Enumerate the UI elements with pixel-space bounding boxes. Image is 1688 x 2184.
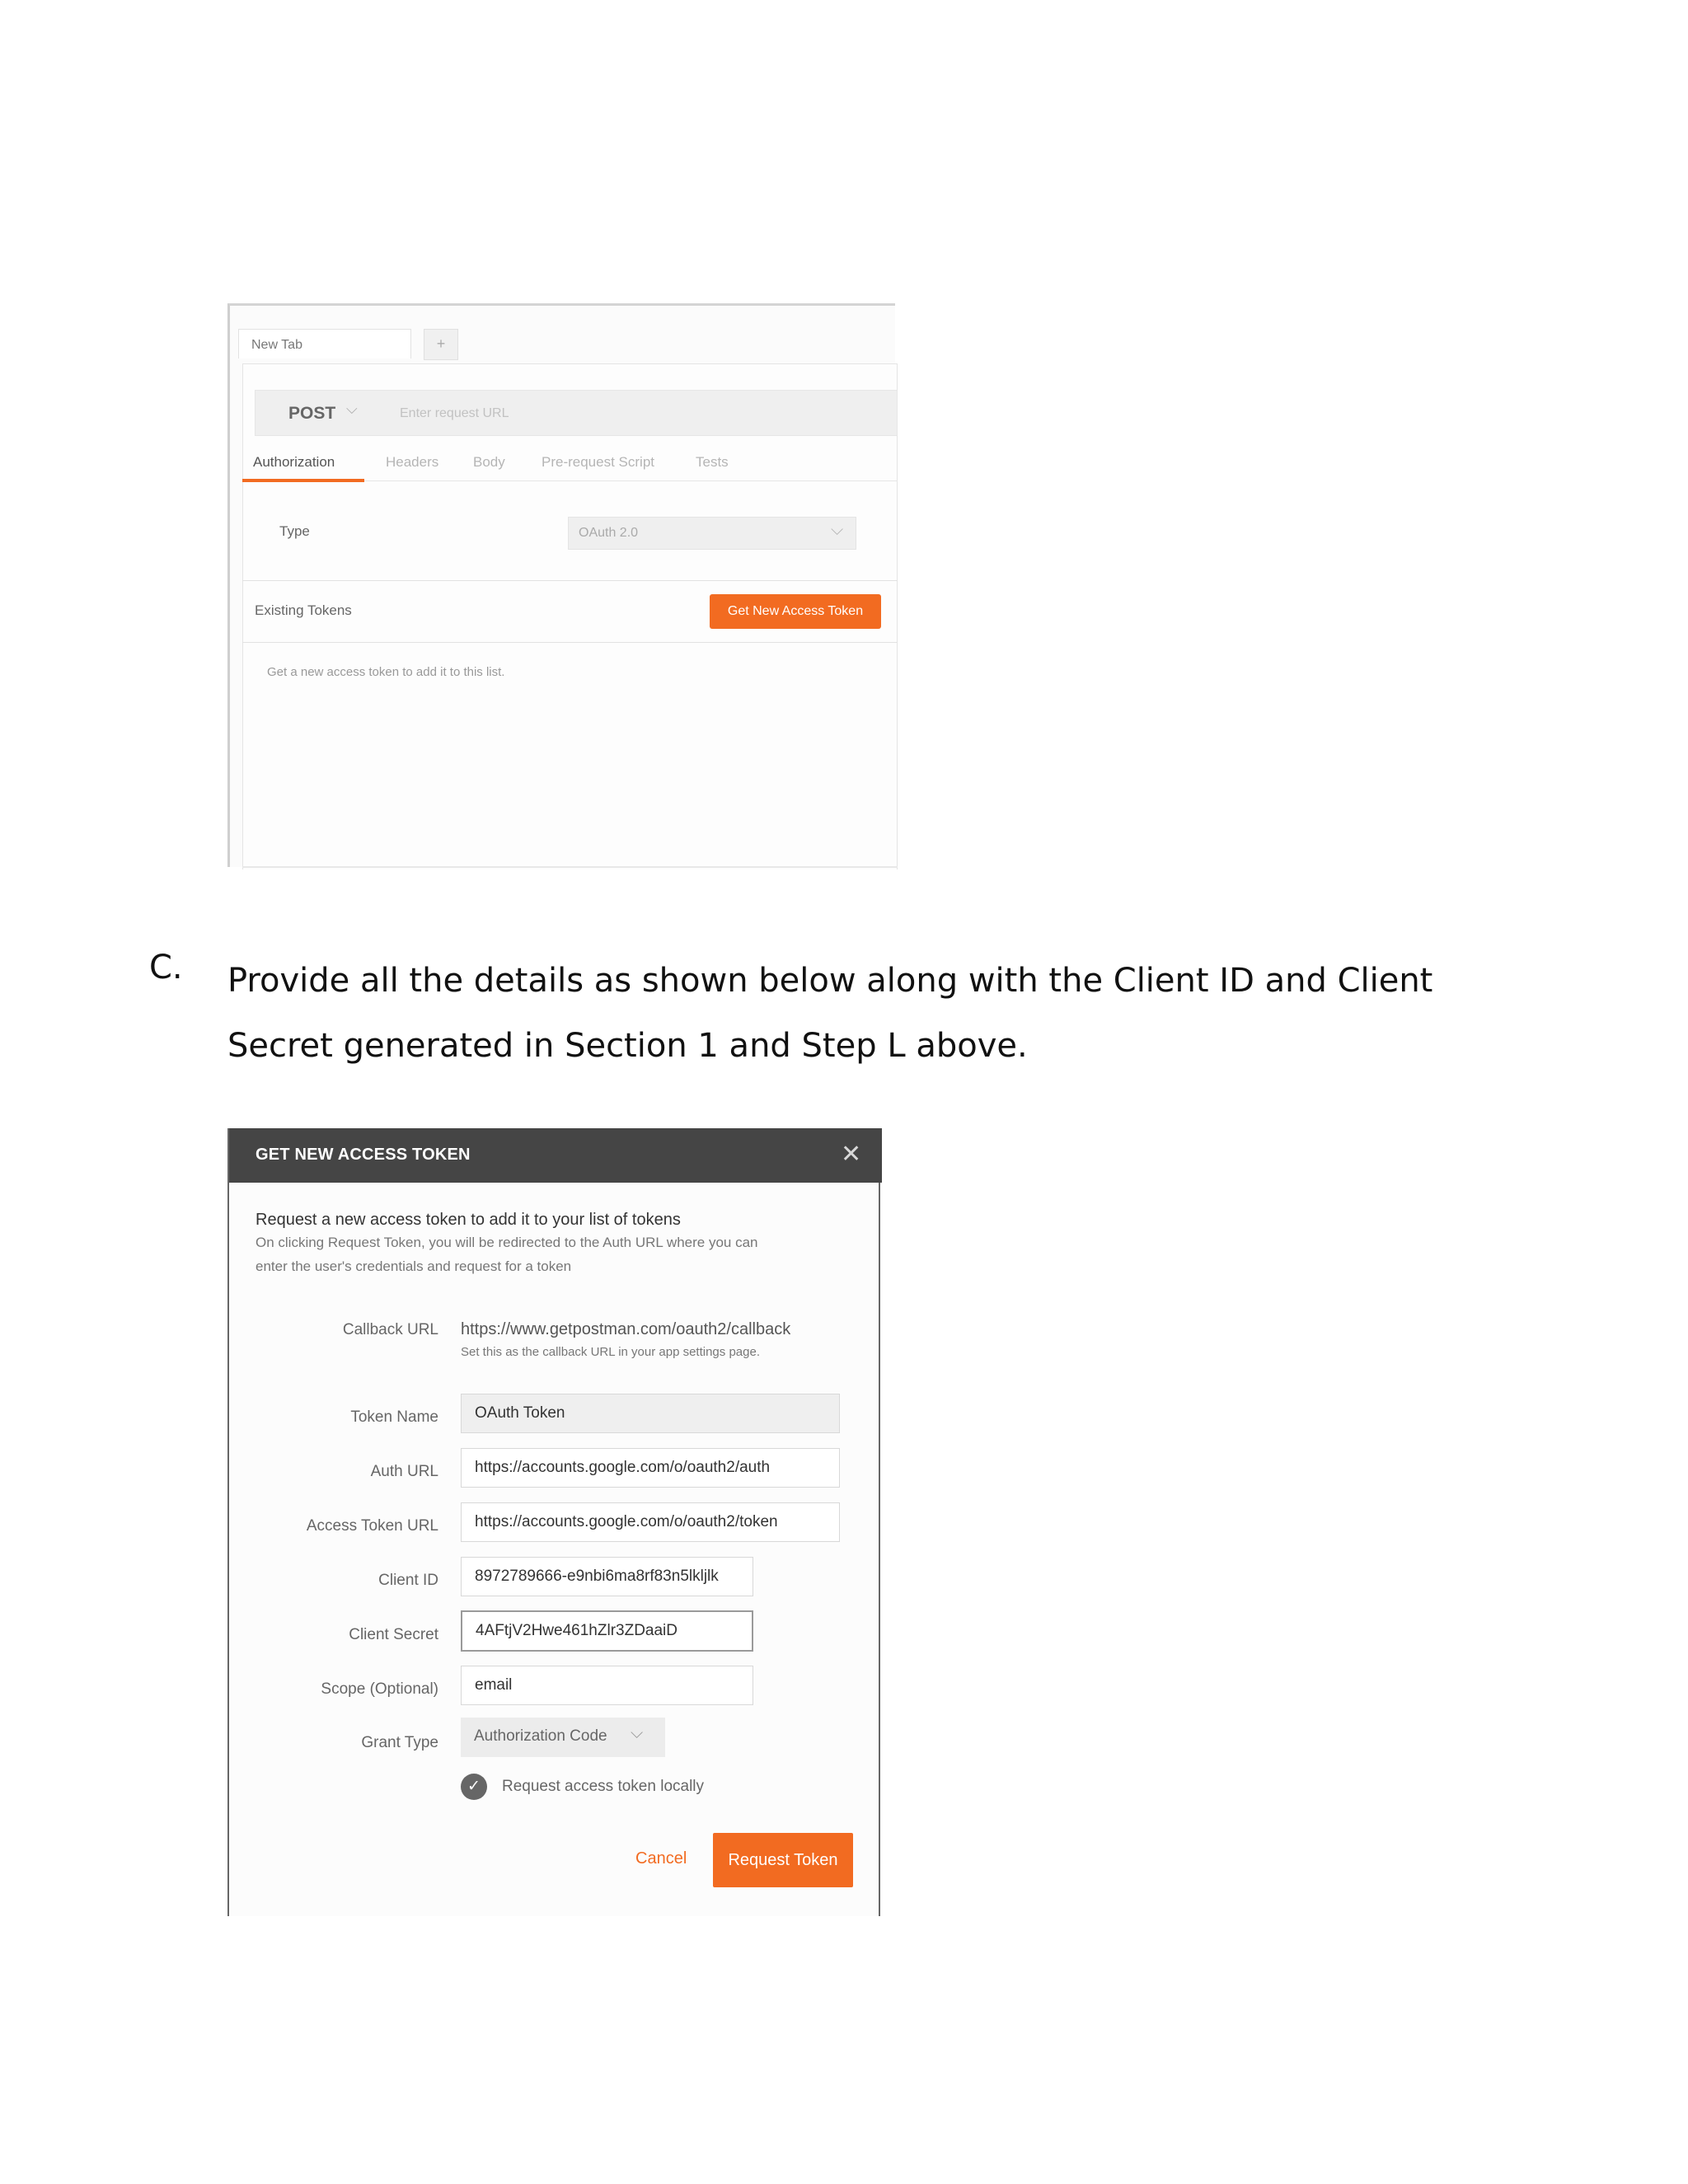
grant-type-select[interactable] <box>461 1718 665 1757</box>
request-locally-label: Request access token locally <box>502 1778 705 1795</box>
access-token-url-field[interactable]: https://accounts.google.com/o/oauth2/token <box>461 1502 840 1542</box>
tab-new-tab[interactable]: New Tab <box>238 329 411 359</box>
auth-url-field[interactable]: https://accounts.google.com/o/oauth2/auth <box>461 1448 840 1488</box>
dialog-header <box>229 1128 882 1183</box>
chevron-down-icon: ⌵ <box>831 521 844 539</box>
token-name-label: Token Name <box>350 1408 438 1426</box>
chevron-down-icon: ⌵ <box>346 401 358 417</box>
access-token-url-label: Access Token URL <box>306 1517 438 1535</box>
grant-type-value: Authorization Code <box>474 1727 607 1745</box>
callback-url-hint: Set this as the callback URL in your app settings page. <box>461 1345 760 1359</box>
cancel-button[interactable]: Cancel <box>635 1849 687 1868</box>
empty-tokens-message: Get a new access token to add it to this list. <box>267 665 505 679</box>
grant-type-label: Grant Type <box>361 1734 438 1751</box>
get-new-access-token-dialog <box>227 1128 880 1916</box>
scope-label: Scope (Optional) <box>321 1680 438 1698</box>
tab-body[interactable]: Body <box>473 454 505 470</box>
dialog-title: GET NEW ACCESS TOKEN <box>256 1146 471 1164</box>
checkmark-icon[interactable]: ✓ <box>461 1774 487 1800</box>
get-new-access-token-button[interactable]: Get New Access Token <box>710 594 881 629</box>
divider <box>242 642 898 643</box>
divider <box>242 580 898 581</box>
url-input[interactable]: Enter request URL <box>400 406 509 420</box>
client-secret-label: Client Secret <box>349 1626 438 1643</box>
auth-url-label: Auth URL <box>370 1463 438 1480</box>
type-label: Type <box>279 523 310 539</box>
dialog-intro-text: enter the user's credentials and request for a token <box>256 1258 572 1274</box>
tab-authorization[interactable]: Authorization <box>253 454 335 470</box>
dialog-intro-text: On clicking Request Token, you will be redirected to the Auth URL where you can <box>256 1235 758 1250</box>
chevron-down-icon: ⌵ <box>631 1724 644 1742</box>
method-select[interactable]: POST <box>288 404 336 423</box>
auth-type-select[interactable] <box>568 517 856 550</box>
add-tab-button[interactable]: + <box>424 329 458 360</box>
dialog-intro-heading: Request a new access token to add it to your list of tokens <box>256 1211 681 1229</box>
step-label: C. <box>149 949 183 987</box>
active-tab-indicator <box>242 479 364 482</box>
request-tabs <box>242 444 898 481</box>
callback-url-value: https://www.getpostman.com/oauth2/callback <box>461 1320 791 1338</box>
url-bar <box>255 390 898 436</box>
request-token-button[interactable]: Request Token <box>713 1833 853 1887</box>
existing-tokens-label: Existing Tokens <box>255 602 352 618</box>
step-text: Provide all the details as shown below along with the Client ID and Client Secret generated in Section 1 and Step L above. <box>227 962 1433 1065</box>
scope-field[interactable]: email <box>461 1666 753 1705</box>
tab-headers[interactable]: Headers <box>386 454 439 470</box>
auth-type-value: OAuth 2.0 <box>579 526 639 540</box>
divider <box>242 866 898 868</box>
tab-tests[interactable]: Tests <box>696 454 729 470</box>
client-secret-field[interactable]: 4AFtjV2Hwe461hZlr3ZDaaiD <box>461 1610 753 1652</box>
postman-request-screenshot <box>227 303 895 867</box>
token-name-field[interactable]: OAuth Token <box>461 1394 840 1433</box>
client-id-field[interactable]: 8972789666-e9nbi6ma8rf83n5lkljlk <box>461 1557 753 1596</box>
callback-url-label: Callback URL <box>342 1321 438 1338</box>
tab-pre-request-script[interactable]: Pre-request Script <box>542 454 654 470</box>
close-icon[interactable]: ✕ <box>841 1141 862 1168</box>
client-id-label: Client ID <box>378 1572 438 1589</box>
